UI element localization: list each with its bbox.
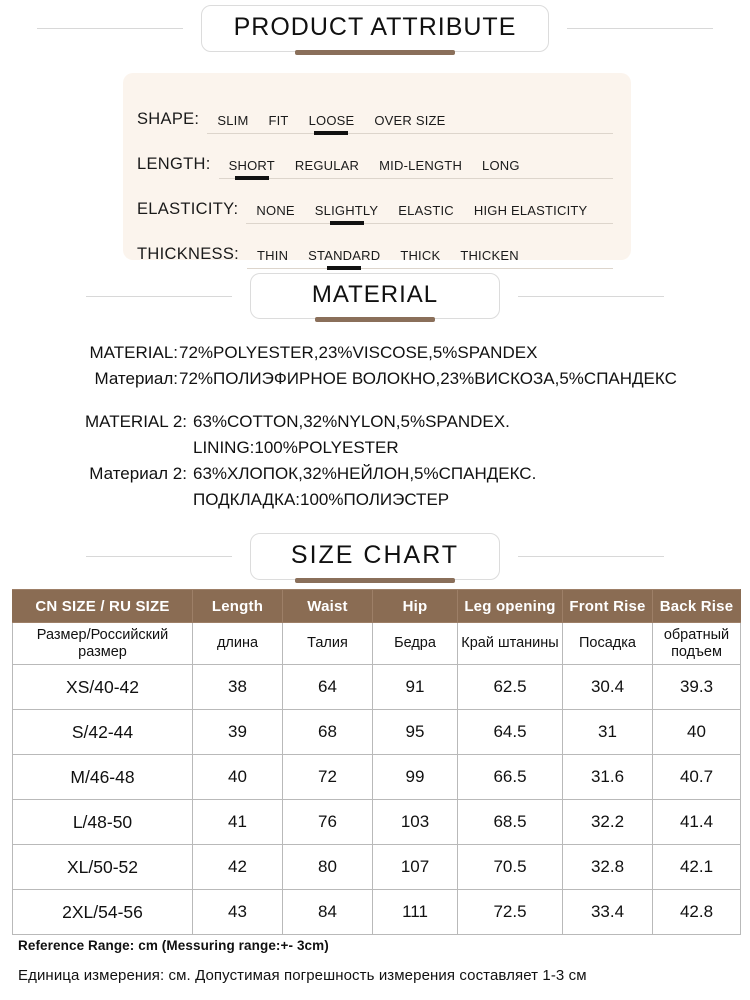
material2-line-en	[32, 409, 750, 435]
measurement-cell: 41.4	[653, 800, 741, 845]
column-header-ru: длина	[193, 623, 283, 665]
column-header: CN SIZE / RU SIZE	[13, 590, 193, 623]
measurement-cell: 103	[373, 800, 458, 845]
table-row	[13, 665, 741, 710]
header-rule-right	[567, 28, 713, 29]
material2-label-ru: Материал 2:	[89, 464, 187, 483]
size-label-cell: S/42-44	[13, 710, 193, 755]
attribute-option-selected[interactable]: STANDARD	[298, 248, 390, 265]
measurement-cell: 40	[653, 710, 741, 755]
material2-line-ru	[32, 461, 750, 487]
attribute-row	[123, 89, 631, 134]
measurement-cell: 99	[373, 755, 458, 800]
size-chart-table	[12, 589, 741, 935]
attribute-label: LENGTH:	[137, 155, 211, 173]
material2-lining-en	[32, 435, 750, 461]
attribute-option[interactable]: ELASTIC	[398, 203, 454, 218]
attribute-label: ELASTICITY:	[137, 200, 239, 218]
size-label-cell: 2XL/54-56	[13, 890, 193, 935]
material-group-2	[0, 409, 750, 513]
measurement-cell: 40	[193, 755, 283, 800]
product-attribute-panel	[123, 73, 631, 263]
measurement-cell: 41	[193, 800, 283, 845]
material2-lining-text-ru: ПОДКЛАДКА:100%ПОЛИЭСТЕР	[193, 490, 450, 509]
attribute-option[interactable]: HIGH ELASTICITY	[473, 203, 588, 218]
header-rule-left	[86, 296, 232, 297]
table-row	[13, 755, 741, 800]
measurement-cell: 33.4	[563, 890, 653, 935]
column-header-ru: Край штанины	[458, 623, 563, 665]
measurement-cell: 32.2	[563, 800, 653, 845]
measurement-cell: 66.5	[458, 755, 563, 800]
material2-value-ru: 63%ХЛОПОК,32%НЕЙЛОН,5%СПАНДЕКС.	[193, 464, 537, 483]
column-header: Length	[193, 590, 283, 623]
attribute-option[interactable]: FIT	[268, 113, 289, 128]
section-header-size-chart	[0, 533, 750, 580]
section-header-material	[0, 273, 750, 319]
attribute-label: THICKNESS:	[137, 245, 240, 263]
measurement-cell: 32.8	[563, 845, 653, 890]
measurement-cell: 68	[283, 710, 373, 755]
attribute-row	[123, 224, 631, 269]
measurement-cell: 68.5	[458, 800, 563, 845]
attribute-option[interactable]: THIN	[257, 248, 289, 263]
header-rule-right	[518, 556, 664, 557]
attribute-options	[219, 158, 613, 179]
material-label-en: MATERIAL:	[89, 343, 178, 362]
column-header-ru: Размер/Российский размер	[13, 623, 193, 665]
material-line-en	[32, 340, 750, 366]
note-english: Reference Range: cm (Messuring range:+- 3cm)	[18, 938, 329, 953]
measurement-cell: 91	[373, 665, 458, 710]
measurement-cell: 42.1	[653, 845, 741, 890]
measurement-cell: 107	[373, 845, 458, 890]
attribute-row	[123, 179, 631, 224]
attribute-option[interactable]: NONE	[256, 203, 295, 218]
measurement-cell: 62.5	[458, 665, 563, 710]
material-label-ru: Материал:	[94, 369, 178, 388]
material-value-en: 72%POLYESTER,23%VISCOSE,5%SPANDEX	[179, 343, 538, 362]
measurement-cell: 72	[283, 755, 373, 800]
measurement-cell: 42	[193, 845, 283, 890]
measurement-cell: 70.5	[458, 845, 563, 890]
header-rule-left	[37, 28, 183, 29]
note-russian: Единица измерения: см. Допустимая погрешность измерения составляет 1-3 см	[18, 967, 587, 984]
column-header: Front Rise	[563, 590, 653, 623]
attribute-option[interactable]: LONG	[482, 158, 520, 173]
column-header: Leg opening	[458, 590, 563, 623]
column-header-ru: Талия	[283, 623, 373, 665]
measurement-cell: 80	[283, 845, 373, 890]
attribute-option-selected[interactable]: LOOSE	[299, 113, 365, 130]
badge-product-attribute	[201, 5, 549, 52]
measurement-cell: 40.7	[653, 755, 741, 800]
attribute-option[interactable]: SLIM	[217, 113, 249, 128]
measurement-cell: 39.3	[653, 665, 741, 710]
size-label-cell: M/46-48	[13, 755, 193, 800]
column-header-ru: обратный подъем	[653, 623, 741, 665]
attribute-option[interactable]: OVER SIZE	[374, 113, 446, 128]
material2-label-en: MATERIAL 2:	[84, 412, 187, 431]
header-rule-left	[86, 556, 232, 557]
measurement-cell: 84	[283, 890, 373, 935]
attribute-options	[246, 203, 613, 224]
size-label-cell: XS/40-42	[13, 665, 193, 710]
size-label-cell: L/48-50	[13, 800, 193, 845]
header-rule-right	[518, 296, 664, 297]
material-details	[0, 340, 750, 513]
measurement-cell: 95	[373, 710, 458, 755]
section-title-product-attribute: PRODUCT ATTRIBUTE	[201, 5, 549, 52]
column-header-ru: Посадка	[563, 623, 653, 665]
attribute-option[interactable]: REGULAR	[294, 158, 360, 173]
section-header-product-attribute	[0, 5, 750, 52]
column-header-ru: Бедра	[373, 623, 458, 665]
measurement-cell: 64.5	[458, 710, 563, 755]
badge-accent-bar	[295, 578, 455, 583]
column-header: Waist	[283, 590, 373, 623]
material2-lining-text-en: LINING:100%POLYESTER	[193, 438, 399, 457]
table-header-row-ru	[13, 623, 741, 665]
measurement-cell: 43	[193, 890, 283, 935]
badge-size-chart	[250, 533, 500, 580]
table-header-row-en	[13, 590, 741, 623]
badge-accent-bar	[295, 50, 455, 55]
table-row	[13, 710, 741, 755]
measurement-cell: 72.5	[458, 890, 563, 935]
attribute-option-selected[interactable]: SHORT	[219, 158, 285, 175]
measurement-cell: 42.8	[653, 890, 741, 935]
measurement-cell: 38	[193, 665, 283, 710]
attribute-options	[207, 113, 613, 134]
size-label-cell: XL/50-52	[13, 845, 193, 890]
badge-material	[250, 273, 500, 319]
measurement-cell: 30.4	[563, 665, 653, 710]
attribute-option[interactable]: MID-LENGTH	[379, 158, 463, 173]
material-line-ru	[32, 366, 750, 392]
section-title-size-chart: SIZE CHART	[250, 533, 500, 580]
size-chart-head-en	[13, 590, 741, 665]
table-row	[13, 890, 741, 935]
measurement-cell: 31	[563, 710, 653, 755]
attribute-label: SHAPE:	[137, 110, 200, 128]
material2-lining-ru	[32, 487, 750, 513]
attribute-option[interactable]: THICK	[400, 248, 441, 263]
measurement-cell: 111	[373, 890, 458, 935]
measurement-notes	[18, 938, 738, 984]
measurement-cell: 31.6	[563, 755, 653, 800]
material-group-1	[0, 340, 750, 392]
attribute-row	[123, 134, 631, 179]
badge-accent-bar	[315, 317, 435, 322]
measurement-cell: 39	[193, 710, 283, 755]
table-row	[13, 845, 741, 890]
material2-value-en: 63%COTTON,32%NYLON,5%SPANDEX.	[193, 412, 510, 431]
section-title-material: MATERIAL	[250, 273, 500, 319]
table-row	[13, 800, 741, 845]
measurement-cell: 64	[283, 665, 373, 710]
column-header: Back Rise	[653, 590, 741, 623]
attribute-option[interactable]: THICKEN	[460, 248, 519, 263]
attribute-options	[247, 248, 613, 269]
measurement-cell: 76	[283, 800, 373, 845]
column-header: Hip	[373, 590, 458, 623]
material-value-ru: 72%ПОЛИЭФИРНОЕ ВОЛОКНО,23%ВИСКОЗА,5%СПАНДЕКС	[179, 369, 677, 388]
attribute-option-selected[interactable]: SLIGHTLY	[305, 203, 389, 220]
size-chart-body	[13, 665, 741, 935]
